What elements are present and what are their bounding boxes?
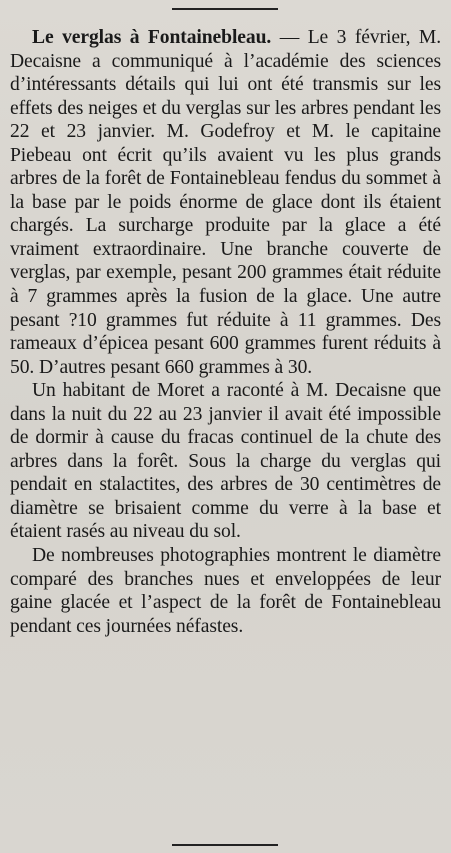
article-headline: Le verglas à Fontainebleau. [32, 27, 272, 48]
paragraph-1-text: Le 3 février, M. Decaisne a communiqué à l’académie des sciences d’intéressants détails qui lui ont été transmis sur les effets des neiges et du verglas sur les arbres pendant les 22 et 23 janvier. M. Godefroy et M. le capitaine Piebeau ont écrit qu’ils avaient vu les plus grands arbres de la forêt de Fontainebleau fendus du sommet à la base par le poids énorme de glace dont ils étaient chargés. La surcharge produite par la glace a été vraiment extraordinaire. Une branche couverte de verglas, par exemple, pesant 200 grammes était réduite à 7 grammes après la fusion de la glace. Une autre pesant ?10 grammes fut réduite à 11 grammes. Des rameaux d’épicea pesant 600 grammes furent réduits à 50. D’autres pesant 660 grammes à 30. [10, 27, 441, 378]
bottom-divider-rule [172, 844, 278, 846]
article-paragraph-2: Un habitant de Moret a raconté à M. Decaisne que dans la nuit du 22 au 23 janvier il avait été impossible de dormir à cause du fracas continuel de la chute des arbres dans la forêt. Sous la charge du verglas qui pendait en stalactites, des arbres de 30 centimètres de diamètre se brisaient comme du verre à la base et étaient rasés au niveau du sol. [10, 380, 441, 543]
article-paragraph-1 [10, 26, 441, 379]
top-divider-rule [172, 8, 278, 10]
headline-dash: — [271, 27, 308, 48]
article-body [10, 26, 441, 638]
article-paragraph-3: De nombreuses photographies montrent le diamètre comparé des branches nues et enveloppées de leur gaine glacée et l’aspect de la forêt de Fontainebleau pendant ces journées néfastes. [10, 545, 441, 637]
